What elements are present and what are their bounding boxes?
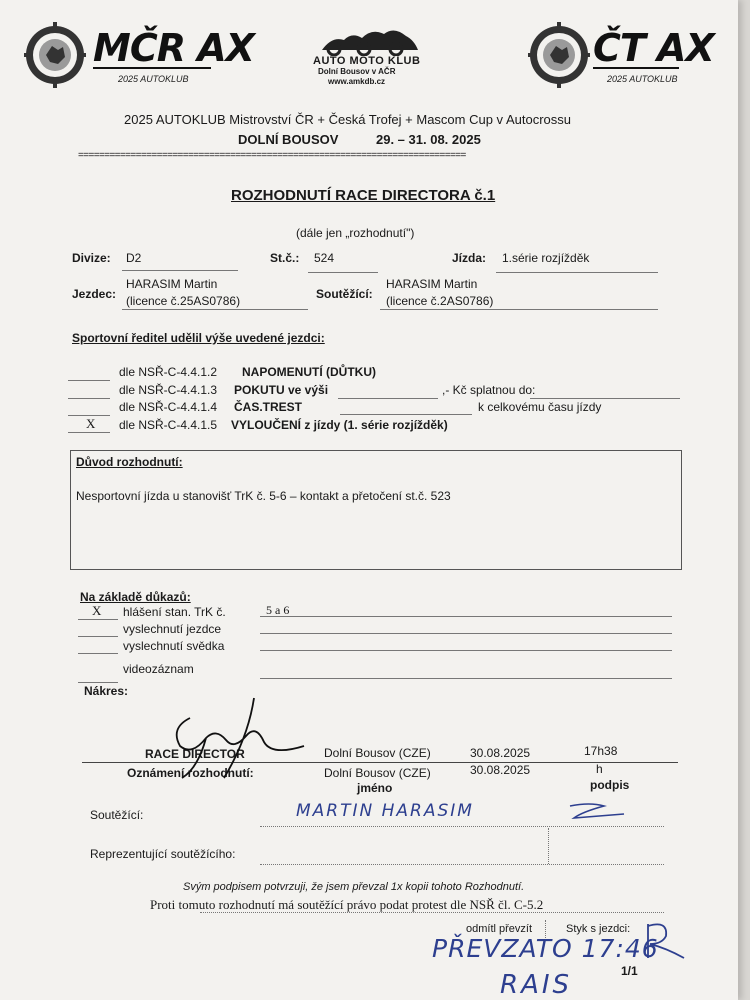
penalty-text: ČAS.TREST: [234, 400, 303, 414]
jezdec-name: HARASIM Martin: [126, 277, 218, 291]
right-logo-title: ČT AX: [593, 26, 714, 70]
race-director-date: 30.08.2025: [470, 746, 531, 760]
left-logo-subtitle: 2025 AUTOKLUB: [118, 74, 189, 84]
soutezici-licence: (licence č.2AS0786): [386, 294, 494, 308]
competitor-handwritten-name: MARTIN HARASIM: [296, 801, 474, 821]
jezdec-licence: (licence č.25AS0786): [126, 294, 241, 308]
penalty-mark: X: [86, 416, 96, 431]
right-logo-subtitle: 2025 AUTOKLUB: [607, 74, 678, 84]
divize-value: D2: [126, 251, 142, 265]
autoklub-seal-right: [528, 22, 590, 88]
race-director-time: 17h38: [584, 744, 618, 758]
competitor-label: Soutěžící:: [90, 808, 144, 822]
representative-label: Reprezentující soutěžícího:: [90, 847, 236, 861]
penalty-rule: dle NSŘ-C-4.4.1.5: [119, 418, 218, 432]
drawing-label: Nákres:: [84, 684, 129, 698]
club-location: Dolní Bousov v AČR: [318, 67, 396, 76]
divize-label: Divize:: [72, 251, 111, 265]
soutezici-name: HARASIM Martin: [386, 277, 478, 291]
penalty-text: VYLOUČENÍ z jízdy (1. série rozjížděk): [231, 418, 448, 432]
jizda-label: Jízda:: [452, 251, 487, 265]
page-number: 1/1: [621, 964, 638, 978]
notice-time: h: [596, 762, 603, 776]
penalty-text: POKUTU ve výši: [234, 383, 329, 397]
event-title: 2025 AUTOKLUB Mistrovství ČR + Česká Trofej + Mascom Cup v Autocrossu: [124, 112, 571, 127]
autoklub-seal-left: [24, 22, 86, 88]
reason-text: Nesportovní jízda u stanovišť TrK č. 5-6 – kontakt a přetočení st.č. 523: [76, 489, 451, 503]
evidence-label: hlášení stan. TrK č.: [123, 605, 226, 619]
penalty-rule: dle NSŘ-C-4.4.1.4: [119, 400, 218, 414]
club-website: www.amkdb.cz: [328, 77, 386, 86]
race-director-signature: [150, 688, 330, 788]
stc-value: 524: [314, 251, 335, 265]
jizda-value: 1.série rozjížděk: [502, 251, 590, 265]
confirm-text: Svým podpisem potvrzuji, že jsem převzal 1x kopii tohoto Rozhodnutí.: [183, 881, 525, 893]
protest-text: Proti tomuto rozhodnutí má soutěžící právo podat protest dle NSŘ čl. C-5.2: [150, 897, 544, 912]
decision-title: ROZHODNUTÍ RACE DIRECTORA č.1: [231, 187, 496, 204]
signature-column-label: podpis: [590, 778, 630, 792]
notice-place: Dolní Bousov (CZE): [324, 766, 431, 780]
separator-line: ==========================================================================: [78, 150, 466, 161]
reason-label: Důvod rozhodnutí:: [76, 455, 183, 469]
notice-label: Oznámení rozhodnutí:: [127, 766, 254, 780]
refused-label: odmítl převzít: [466, 923, 533, 935]
penalty-rule: dle NSŘ-C-4.4.1.2: [119, 365, 218, 379]
handwritten-receipt: PŘEVZATO 17:46: [432, 934, 659, 963]
club-name: AUTO MOTO KLUB: [313, 55, 421, 67]
evidence-heading: Na základě důkazů:: [80, 590, 191, 604]
penalty-extra: k celkovému času jízdy: [478, 400, 602, 414]
evidence-mark: X: [92, 603, 102, 618]
contact-label: Styk s jezdci:: [566, 923, 631, 935]
evidence-label: vyslechnutí jezdce: [123, 622, 222, 636]
penalty-extra: ,- Kč splatnou do:: [442, 383, 536, 397]
notice-date: 30.08.2025: [470, 763, 531, 777]
event-dates: 29. – 31. 08. 2025: [376, 132, 481, 147]
receipt-signature: [640, 918, 694, 962]
penalty-text: NAPOMENUTÍ (DŮTKU): [242, 365, 376, 379]
decision-subtitle: (dále jen „rozhodnutí"): [296, 226, 415, 240]
motocross-rider-icon: [318, 22, 422, 56]
race-director-place: Dolní Bousov (CZE): [324, 746, 431, 760]
evidence-value: 5 a 6: [266, 603, 290, 617]
handwritten-name: RAIS: [500, 970, 573, 1000]
race-director-label: RACE DIRECTOR: [145, 747, 245, 761]
evidence-label: videozáznam: [123, 662, 194, 676]
penalties-heading: Sportovní ředitel udělil výše uvedené jezdci:: [72, 331, 325, 345]
penalty-rule: dle NSŘ-C-4.4.1.3: [119, 383, 218, 397]
jezdec-label: Jezdec:: [72, 287, 117, 301]
event-place: DOLNÍ BOUSOV: [238, 132, 339, 147]
name-column-label: jméno: [357, 781, 393, 795]
evidence-label: vyslechnutí svědka: [123, 639, 225, 653]
left-logo-title: MČR AX: [93, 26, 254, 70]
soutezici-label: Soutěžící:: [316, 287, 373, 301]
competitor-signature: [566, 800, 628, 820]
stc-label: St.č.:: [270, 251, 300, 265]
